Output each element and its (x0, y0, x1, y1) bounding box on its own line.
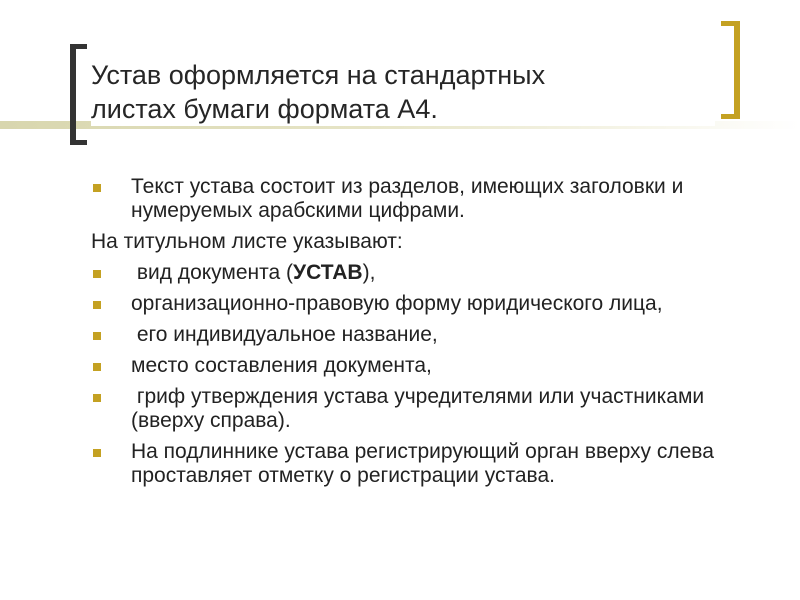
list-item (91, 261, 771, 285)
list-item-text: Текст устава состоит из разделов, имеющих заголовки и нумеруемых арабскими цифрами. (131, 175, 684, 222)
list-item (91, 440, 771, 488)
list-item-text: На подлиннике устава регистрирующий орган вверху слева проставляет отметку о регистрации устава. (131, 440, 714, 487)
list-item (91, 323, 771, 347)
list-item-text-prefix: вид документа ( (131, 261, 294, 284)
left-bracket-decoration (70, 44, 87, 145)
square-bullet-icon (93, 301, 101, 309)
list-item-text: гриф утверждения устава учредителями или участниками (вверху справа). (131, 385, 710, 432)
square-bullet-icon (93, 394, 101, 402)
list-item-text-suffix: ), (362, 261, 376, 284)
square-bullet-icon (93, 449, 101, 457)
slide-title (91, 58, 715, 126)
list-item-text: организационно-правовую форму юридического лица, (131, 292, 663, 315)
content-body (91, 175, 771, 495)
list-item (91, 385, 771, 433)
square-bullet-icon (93, 270, 101, 278)
list-item (91, 354, 771, 378)
list-item (91, 292, 771, 316)
title-line-2: листах бумаги формата А4. (91, 92, 444, 126)
list-item-text-bold: УСТАВ (293, 261, 363, 284)
square-bullet-icon (93, 184, 101, 192)
right-bracket-decoration (721, 21, 740, 119)
list-subheading-text: На титульном листе указывают: (91, 230, 403, 253)
square-bullet-icon (93, 363, 101, 371)
square-bullet-icon (93, 332, 101, 340)
list-item (91, 175, 771, 223)
list-item-text: место составления документа, (131, 354, 432, 377)
list-item-text: его индивидуальное название, (131, 323, 438, 346)
list-subheading (91, 230, 771, 254)
title-line-1: Устав оформляется на стандартных (91, 58, 551, 92)
